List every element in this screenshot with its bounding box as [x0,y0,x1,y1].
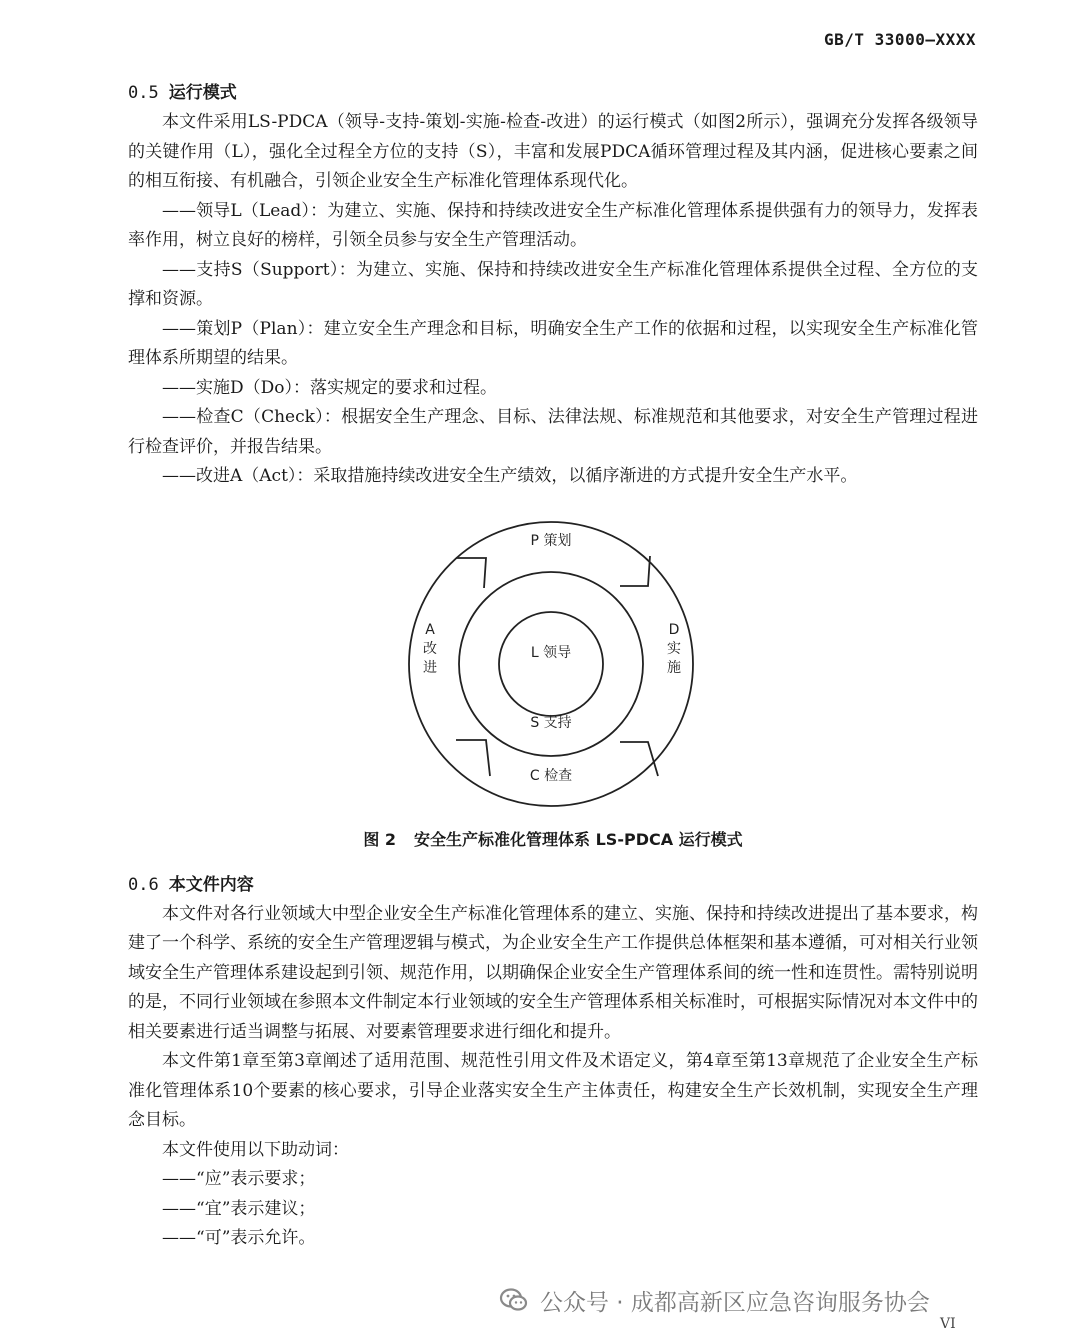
do-char-2: 施 [667,659,681,676]
paragraph-scope: 本文件对各行业领域大中型企业安全生产标准化管理体系的建立、实施、保持和持续改进提出了基本要求，构建了一个科学、系统的安全生产管理逻辑与模式，为企业安全生产工作提供总体框架和基本遵循，可对相关行业领域安全生产管理体系建设起到引领、规范作用，以期确保企业安全生产管理体系间的统一性和连贯性。需特别说明的是，不同行业领域在参照本文件制定本行业领域的安全生产管理体系相关标准时，可根据实际情况对本文件中的相关要素进行适当调整与拓展、对要素管理要求进行细化和提升。 [128,903,978,1042]
section-0-5-heading [128,78,978,108]
label-do [664,621,684,678]
paragraph-check: ——检查C（Check）：根据安全生产理念、目标、法律法规、标准规范和其他要求，对安全生产管理过程进行检查评价，并报告结果。 [128,407,978,457]
paragraph-lead: ——领导L（Lead）：为建立、实施、保持和持续改进安全生产标准化管理体系提供强有力的领导力，发挥表率作用，树立良好的榜样，引领全员参与安全生产管理活动。 [128,200,978,250]
paragraph-intro: 本文件采用LS-PDCA（领导-支持-策划-实施-检查-改进）的运行模式（如图2所示），强调充分发挥各级领导的关键作用（L），强化全过程全方位的支持（S），丰富和发展PDCA循环管理过程及其内涵，促进核心要素之间的相互衔接、有机融合，引领企业安全生产标准化管理体系现代化。 [128,112,978,191]
do-letter: D [668,621,680,638]
watermark-text: 公众号 · 成都高新区应急咨询服务协会 [540,1289,930,1316]
paragraph-verbs-intro: 本文件使用以下助动词： [162,1139,349,1160]
arrow-plan-to-do [620,556,650,586]
act-letter: A [425,621,435,638]
paragraph-plan: ——策划P（Plan）：建立安全生产理念和目标，明确安全生产工作的依据和过程，以实现安全生产标准化管理体系所期望的结果。 [128,318,978,368]
section-title: 运行模式 [168,83,237,103]
figure-title: 安全生产标准化管理体系 LS-PDCA 运行模式 [414,829,743,849]
label-support: S 支持 [530,714,572,731]
wechat-icon [498,1284,530,1316]
do-char-1: 实 [667,640,681,657]
page-body [128,78,978,1254]
act-char-2: 进 [423,659,437,676]
paragraph-do: ——实施D（Do）：落实规定的要求和过程。 [162,377,497,398]
paragraph-verb-may: ——“可”表示允许。 [162,1228,316,1248]
section-title: 本文件内容 [168,874,254,895]
section-0-6-heading [128,870,978,900]
section-number: 0.5 [128,83,159,103]
paragraph-structure: 本文件第1章至第3章阐述了适用范围、规范性引用文件及术语定义，第4章至第13章规范了企业安全生产标准化管理体系10个要素的核心要求，引导企业落实安全生产主体责任，构建安全生产长效机制，实现安全生产理念目标。 [128,1051,978,1130]
standard-number: GB/T 33000—XXXX [824,30,976,49]
inner-circle [499,612,603,716]
arrow-check-to-act [456,740,490,776]
label-act [420,621,440,678]
figure-number: 图 2 [363,829,397,849]
page-number: VI [940,1316,956,1332]
section-number: 0.6 [128,874,159,895]
label-plan: P 策划 [530,532,572,549]
arrow-do-to-check [620,742,658,776]
paragraph-act: ——改进A（Act）：采取措施持续改进安全生产绩效，以循序渐进的方式提升安全生产水平。 [162,466,858,486]
label-check: C 检查 [529,767,573,784]
paragraph-verb-shall: ——“应”表示要求； [162,1169,316,1189]
arrow-act-to-plan [456,558,486,588]
figure-caption [128,828,978,852]
label-lead: L 领导 [530,644,572,661]
ls-pdca-diagram [128,514,978,814]
act-char-1: 改 [423,640,437,657]
watermark [498,1282,930,1318]
paragraph-support: ——支持S（Support）：为建立、实施、保持和持续改进安全生产标准化管理体系提供全过程、全方位的支撑和资源。 [128,259,978,309]
outer-circle [409,522,693,806]
paragraph-verb-should: ——“宜”表示建议； [162,1198,316,1219]
